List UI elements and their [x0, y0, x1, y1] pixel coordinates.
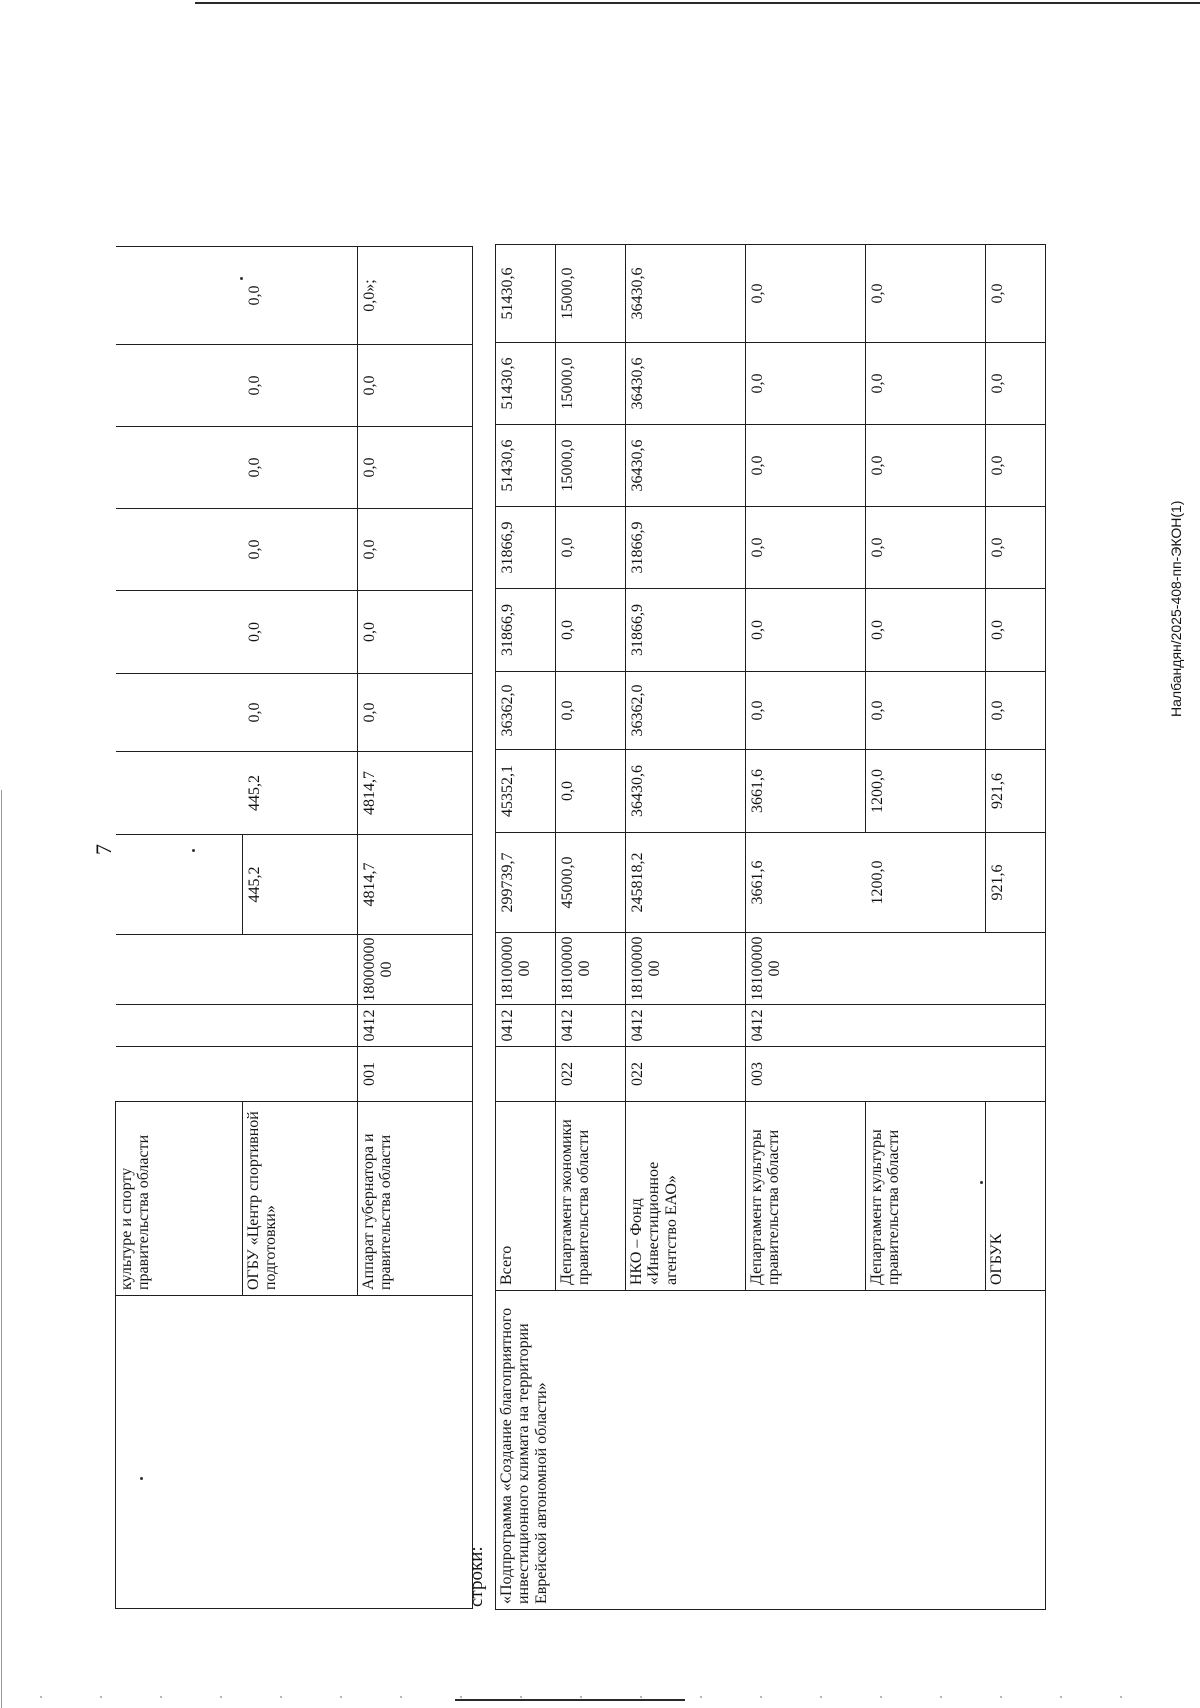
value-cell: 36430,6: [626, 343, 746, 425]
rzpr-code: [866, 1005, 986, 1047]
value-cell: 921,6: [986, 833, 1046, 933]
value-cell: 0,0: [358, 509, 473, 591]
value-cell: 0,0: [556, 750, 626, 833]
budget-table-subprogram: [495, 244, 1046, 1610]
rzpr-code: 0412: [358, 1005, 473, 1047]
csr-code: 1810000000: [556, 933, 626, 1005]
scan-speck: [192, 849, 195, 852]
value-cell: 0,0: [866, 245, 986, 343]
value-cell: 0,0: [866, 507, 986, 589]
value-cell: 0,0: [556, 672, 626, 750]
value-cell: 0,0: [243, 591, 358, 674]
grbs-code: [986, 1047, 1046, 1102]
csr-code: 1810000000: [496, 933, 556, 1005]
value-cell: 445,2: [243, 835, 358, 935]
grbs-code: 022: [626, 1047, 746, 1102]
subprogram-title: «Подпрограмма «Создание благоприятного инвестиционного климата на территории Еврейской автономной области»: [496, 1291, 1046, 1610]
value-cell: 445,2: [243, 752, 358, 835]
value-cell: 0,0: [746, 672, 866, 750]
value-cell: 0,0: [866, 425, 986, 507]
executor-name: Департамент культуры правительства области: [746, 1102, 866, 1291]
value-cell: 921,6: [986, 750, 1046, 833]
csr-code: 1810000000: [746, 933, 866, 1005]
rzpr-code: [116, 1005, 243, 1047]
value-cell: 0,0: [358, 591, 473, 674]
executor-name: Всего: [496, 1102, 556, 1291]
section-label: строки:: [466, 1546, 487, 1607]
grbs-code: [496, 1047, 556, 1102]
value-cell: 1200,0: [866, 750, 986, 833]
value-cell: 36362,0: [626, 672, 746, 750]
value-cell: 36430,6: [626, 425, 746, 507]
value-cell: [116, 674, 243, 752]
value-cell: [116, 247, 243, 345]
grbs-code: 001: [358, 1047, 473, 1102]
value-cell: 0,0: [243, 247, 358, 345]
csr-code: 1800000000: [358, 935, 473, 1005]
value-cell: 0,0: [556, 589, 626, 672]
value-cell: 3661,6: [746, 750, 866, 833]
value-cell: 0,0: [358, 674, 473, 752]
value-cell: 31866,9: [496, 507, 556, 589]
value-cell: 0,0»;: [358, 247, 473, 345]
value-cell: 0,0: [746, 589, 866, 672]
value-cell: 0,0: [746, 245, 866, 343]
value-cell: 0,0: [866, 343, 986, 425]
value-cell: 0,0: [986, 245, 1046, 343]
grbs-code: [243, 1047, 358, 1102]
executor-name: Аппарат губернатора и правительства области: [358, 1102, 473, 1296]
value-cell: 0,0: [358, 345, 473, 427]
value-cell: 15000,0: [556, 425, 626, 507]
program-cell-empty: [116, 1296, 473, 1609]
rzpr-code: [243, 1005, 358, 1047]
value-cell: 31866,9: [626, 507, 746, 589]
value-cell: 0,0: [243, 345, 358, 427]
value-cell: 36362,0: [496, 672, 556, 750]
value-cell: 0,0: [986, 343, 1046, 425]
budget-table-continuation: [115, 246, 473, 1609]
csr-code: [243, 935, 358, 1005]
value-cell: 51430,6: [496, 425, 556, 507]
value-cell: 299739,7: [496, 833, 556, 933]
value-cell: 0,0: [986, 425, 1046, 507]
value-cell: 31866,9: [496, 589, 556, 672]
grbs-code: [866, 1047, 986, 1102]
page-number: 7: [91, 844, 116, 855]
value-cell: 45000,0: [556, 833, 626, 933]
value-cell: 36430,6: [626, 245, 746, 343]
value-cell: 0,0: [746, 425, 866, 507]
value-cell: 51430,6: [496, 245, 556, 343]
table-row: [496, 245, 556, 1610]
value-cell: [116, 591, 243, 674]
value-cell: 0,0: [986, 507, 1046, 589]
document-id: Налбандян/2025-408-пп-ЭКОН(1): [1168, 500, 1184, 717]
value-cell: 4814,7: [358, 752, 473, 835]
executor-name: ОГБУ «Центр спортивной подготовки»: [243, 1102, 358, 1296]
value-cell: 36430,6: [626, 750, 746, 833]
value-cell: 245818,2: [626, 833, 746, 933]
grbs-code: 022: [556, 1047, 626, 1102]
csr-code: 1810000000: [626, 933, 746, 1005]
value-cell: 0,0: [243, 427, 358, 509]
csr-code: [116, 935, 243, 1005]
value-cell: [116, 345, 243, 427]
executor-name: НКО – Фонд «Инвестиционное агентство ЕАО»: [626, 1102, 746, 1291]
value-cell: 0,0: [746, 507, 866, 589]
value-cell: 4814,7: [358, 835, 473, 935]
rzpr-code: [986, 1005, 1046, 1047]
grbs-code: [116, 1047, 243, 1102]
csr-code: [866, 933, 986, 1005]
top-border-line: [195, 2, 1200, 4]
value-cell: 0,0: [243, 674, 358, 752]
value-cell: 15000,0: [556, 343, 626, 425]
value-cell: [116, 509, 243, 591]
executor-name: Департамент экономики правительства области: [556, 1102, 626, 1291]
value-cell: 0,0: [746, 343, 866, 425]
value-cell: 0,0: [986, 589, 1046, 672]
value-cell: 15000,0: [556, 245, 626, 343]
value-cell: 1200,0: [866, 833, 986, 933]
value-cell: 0,0: [556, 507, 626, 589]
value-cell: [116, 835, 243, 935]
executor-name: культуре и спорту правительства области: [116, 1102, 243, 1296]
scan-speck: [140, 1477, 143, 1480]
value-cell: 0,0: [986, 672, 1046, 750]
value-cell: 51430,6: [496, 343, 556, 425]
rzpr-code: 0412: [496, 1005, 556, 1047]
value-cell: 0,0: [243, 509, 358, 591]
executor-name: ОГБУК: [986, 1102, 1046, 1291]
scan-speck: [980, 1181, 983, 1184]
value-cell: [116, 427, 243, 509]
value-cell: 0,0: [358, 427, 473, 509]
value-cell: [116, 752, 243, 835]
scan-speck: [240, 277, 243, 280]
value-cell: 31866,9: [626, 589, 746, 672]
rzpr-code: 0412: [626, 1005, 746, 1047]
value-cell: 3661,6: [746, 833, 866, 933]
executor-name: Департамент культуры правительства области: [866, 1102, 986, 1291]
rzpr-code: 0412: [746, 1005, 866, 1047]
value-cell: 45352,1: [496, 750, 556, 833]
csr-code: [986, 933, 1046, 1005]
value-cell: 0,0: [866, 672, 986, 750]
value-cell: 0,0: [866, 589, 986, 672]
rzpr-code: 0412: [556, 1005, 626, 1047]
grbs-code: 003: [746, 1047, 866, 1102]
table-row: [116, 247, 243, 1609]
landscape-content: [0, 100, 1100, 1700]
